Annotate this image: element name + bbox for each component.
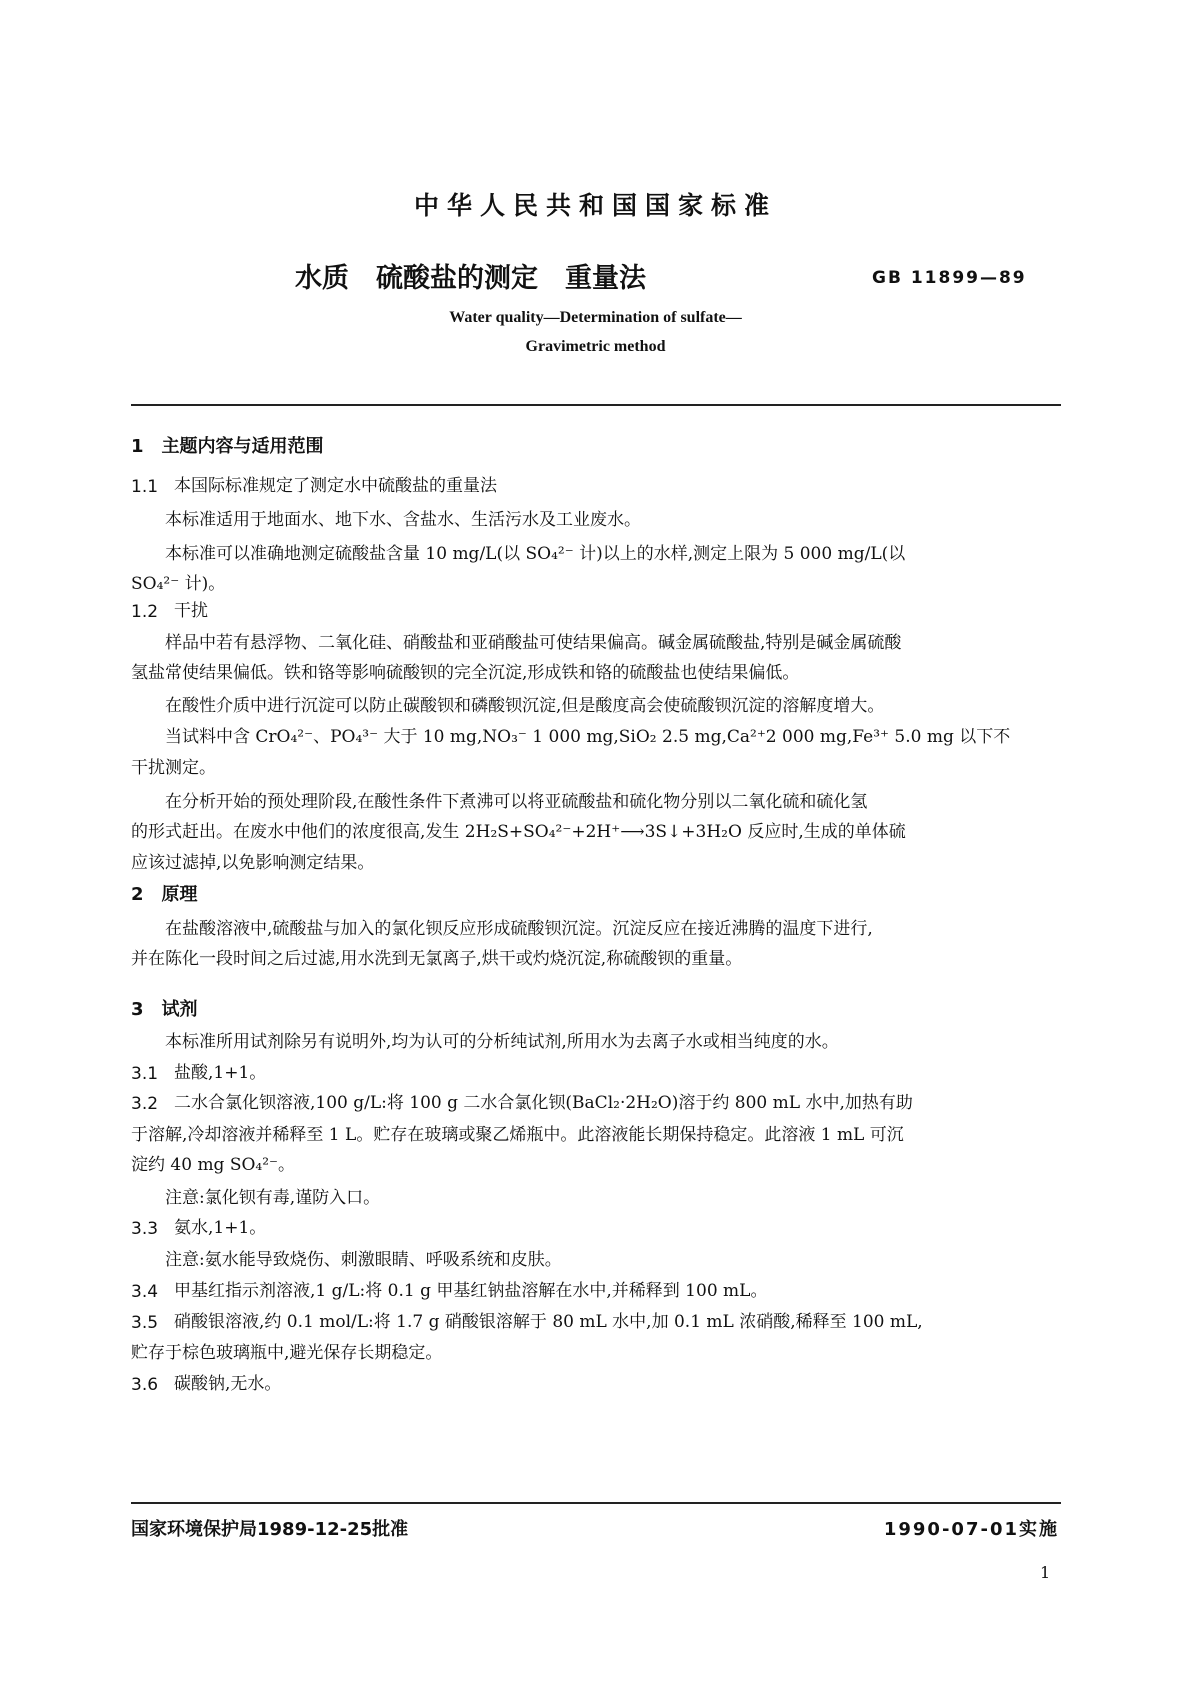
footer-divider (131, 1502, 1061, 1504)
section-3-heading: 3 试剂 (131, 999, 198, 1020)
clause-number-3-4: 3.4 (131, 1282, 159, 1302)
clause-3-1-text: 盐酸,1+1。 (174, 1063, 267, 1083)
document-title: 水质 硫酸盐的测定 重量法 (295, 263, 646, 294)
interference-p3-line2: 干扰测定。 (131, 758, 216, 778)
standard-number: GB 11899—89 (872, 268, 1027, 288)
english-title-line2: Gravimetric method (525, 338, 666, 355)
clause-3-3-text: 氨水,1+1。 (174, 1218, 267, 1238)
clause-number-1-2: 1.2 (131, 602, 159, 622)
interference-p1-line1: 样品中若有悬浮物、二氧化硅、硝酸盐和亚硝酸盐可使结果偏高。碱金属硫酸盐,特别是碱金属硫酸 (165, 633, 902, 653)
clause-number-3-6: 3.6 (131, 1375, 159, 1395)
interference-p4-line2: 的形式赶出。在废水中他们的浓度很高,发生 2H₂S+SO₄²⁻+2H⁺⟶3S↓+3H₂O 反应时,生成的单体硫 (131, 822, 906, 842)
interference-p2: 在酸性介质中进行沉淀可以防止碳酸钡和磷酸钡沉淀,但是酸度高会使硫酸钡沉淀的溶解度增大。 (165, 696, 885, 716)
interference-p4-line3: 应该过滤掉,以免影响测定结果。 (131, 853, 375, 873)
clause-3-5-line2: 贮存于棕色玻璃瓶中,避光保存长期稳定。 (131, 1343, 443, 1363)
page-number: 1 (1040, 1563, 1051, 1582)
effective-date: 1990-07-01实施 (883, 1519, 1059, 1540)
interference-p3-line1: 当试料中含 CrO₄²⁻、PO₄³⁻ 大于 10 mg,NO₃⁻ 1 000 mg,SiO₂ 2.5 mg,Ca²⁺2 000 mg,Fe³⁺ 5.0 mg 以下不 (165, 727, 1011, 747)
clause-1-1-line2: 本标准适用于地面水、地下水、含盐水、生活污水及工业废水。 (165, 510, 641, 530)
principle-line2: 并在陈化一段时间之后过滤,用水洗到无氯离子,烘干或灼烧沉淀,称硫酸钡的重量。 (131, 949, 743, 969)
clause-3-3-note: 注意:氨水能导致烧伤、刺激眼睛、呼吸系统和皮肤。 (165, 1250, 562, 1270)
interference-p1-line2: 氢盐常使结果偏低。铁和铬等影响硫酸钡的完全沉淀,形成铁和铬的硫酸盐也使结果偏低。 (131, 663, 800, 683)
clause-1-1-line1: 本国际标准规定了测定水中硫酸盐的重量法 (174, 476, 497, 496)
clause-3-2-line1: 二水合氯化钡溶液,100 g/L:将 100 g 二水合氯化钡(BaCl₂·2H₂O)溶于约 800 mL 水中,加热有助 (174, 1093, 913, 1113)
national-standard-heading: 中华人民共和国国家标准 (413, 191, 777, 220)
english-title-line1: Water quality—Determination of sulfate— (449, 309, 742, 326)
approval-date: 国家环境保护局1989-12-25批准 (131, 1519, 409, 1540)
clause-1-1-line3: 本标准可以准确地测定硫酸盐含量 10 mg/L(以 SO₄²⁻ 计)以上的水样,测定上限为 5 000 mg/L(以 (165, 544, 906, 564)
clause-number-3-1: 3.1 (131, 1064, 159, 1084)
reagents-intro: 本标准所用试剂除另有说明外,均为认可的分析纯试剂,所用水为去离子水或相当纯度的水。 (165, 1032, 839, 1052)
clause-number-3-2: 3.2 (131, 1094, 159, 1114)
section-2-heading: 2 原理 (131, 884, 198, 905)
clause-number-3-3: 3.3 (131, 1219, 159, 1239)
clause-3-2-line3: 淀约 40 mg SO₄²⁻。 (131, 1155, 296, 1175)
clause-3-6-text: 碳酸钠,无水。 (174, 1374, 282, 1394)
header-divider (131, 404, 1061, 406)
clause-3-2-line2: 于溶解,冷却溶液并稀释至 1 L。贮存在玻璃或聚乙烯瓶中。此溶液能长期保持稳定。此溶液 1 mL 可沉 (131, 1125, 904, 1145)
clause-1-2-title: 干扰 (174, 601, 208, 621)
clause-3-4-text: 甲基红指示剂溶液,1 g/L:将 0.1 g 甲基红钠盐溶解在水中,并稀释到 100 mL。 (174, 1281, 768, 1301)
clause-number-1-1: 1.1 (131, 477, 159, 497)
clause-3-2-note: 注意:氯化钡有毒,谨防入口。 (165, 1188, 381, 1208)
clause-number-3-5: 3.5 (131, 1313, 159, 1333)
principle-line1: 在盐酸溶液中,硫酸盐与加入的氯化钡反应形成硫酸钡沉淀。沉淀反应在接近沸腾的温度下进行, (165, 919, 873, 939)
clause-3-5-line1: 硝酸银溶液,约 0.1 mol/L:将 1.7 g 硝酸银溶解于 80 mL 水中,加 0.1 mL 浓硝酸,稀释至 100 mL, (174, 1312, 923, 1332)
clause-1-1-line4: SO₄²⁻ 计)。 (131, 574, 226, 594)
section-1-heading: 1 主题内容与适用范围 (131, 436, 324, 457)
interference-p4-line1: 在分析开始的预处理阶段,在酸性条件下煮沸可以将亚硫酸盐和硫化物分别以二氧化硫和硫化氢 (165, 792, 868, 812)
